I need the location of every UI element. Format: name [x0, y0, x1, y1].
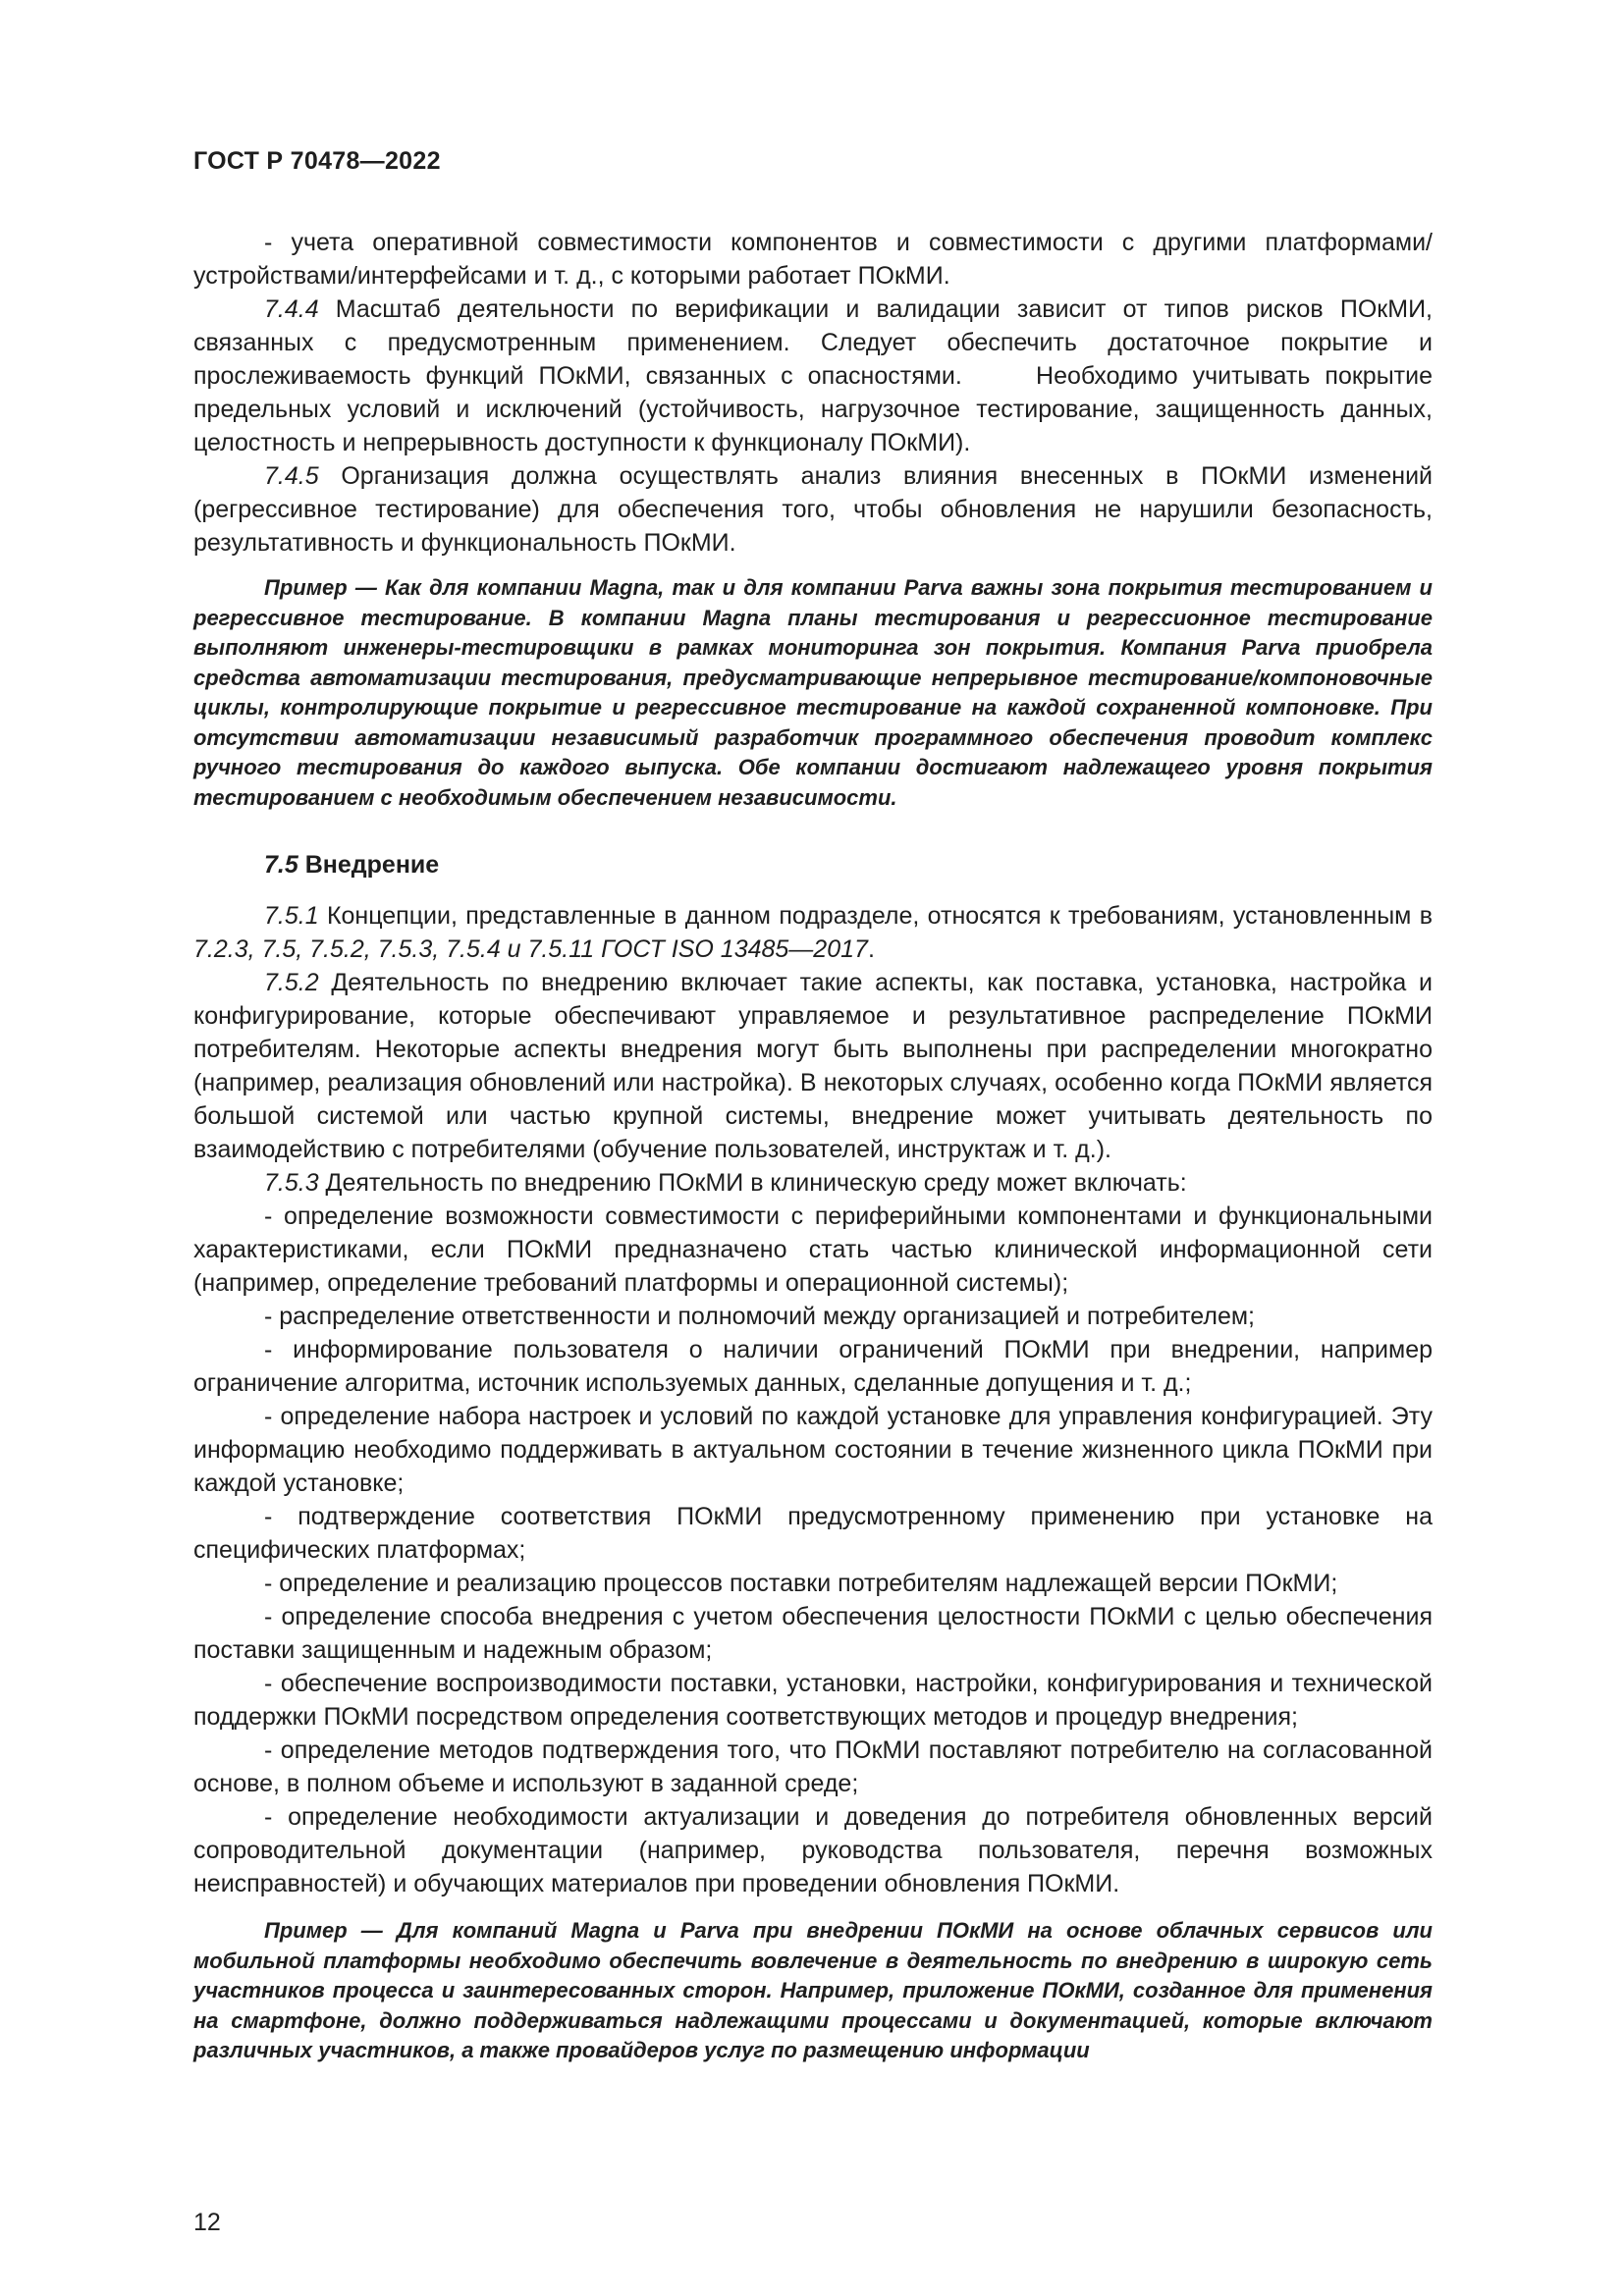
- section-heading-7-5: [193, 848, 1433, 881]
- list-item: - распределение ответственности и полномочий между организацией и потребителем;: [264, 1303, 1255, 1330]
- list-item: - обеспечение воспроизводимости поставки, установки, настройки, конфигурирования и технической поддержки ПОкМИ посредством определения соответствующих методов и процедур внедрения;: [193, 1670, 1433, 1731]
- clause-number: 7.4.5: [264, 462, 319, 490]
- list-item: - информирование пользователя о наличии ограничений ПОкМИ при внедрении, например ограничение алгоритма, источник используемых данных, сделанные допущения и т. д.;: [193, 1336, 1433, 1397]
- page-number: 12: [193, 2209, 221, 2236]
- document-header: ГОСТ Р 70478—2022: [193, 147, 441, 175]
- list-item: - определение способа внедрения с учетом обеспечения целостности ПОкМИ с целью обеспечения поставки защищенным и надежным образом;: [193, 1603, 1433, 1664]
- list-item: - подтверждение соответствия ПОкМИ предусмотренному применению при установке на специфических платформах;: [193, 1503, 1433, 1564]
- example-note-1: Пример — Как для компании Magna, так и для компании Parva важны зона покрытия тестированием и регрессивное тестирование. В компании Magna планы тестирования и регрессионное тестирование выполняют инженеры-тестировщики в рамках мониторинга зон покрытия. Компания Parva приобрела средства автоматизации тестирования, предусматривающие непрерывное тестирование/компоновочные циклы, контролирующие покрытие и регрессивное тестирование на каждой сохраненной компоновке. При отсутствии автоматизации независимый разработчик программного обеспечения проводит комплекс ручного тестирования до каждого выпуска. Обе компании достигают надлежащего уровня покрытия тестированием с необходимым обеспечением независимости.: [193, 575, 1433, 810]
- intro-list-item: - учета оперативной совместимости компонентов и совместимости с другими платформами/устройствами/интерфейсами и т. д., с которыми работает ПОкМИ.: [193, 229, 1433, 290]
- clause-text: Организация должна осуществлять анализ влияния внесенных в ПОкМИ изменений (регрессивное тестирование) для обеспечения того, чтобы обновления не нарушили безопасность, результативность и функциональность ПОкМИ.: [193, 462, 1433, 557]
- clause-number: 7.5.2: [264, 969, 319, 996]
- list-item: - определение возможности совместимости с периферийными компонентами и функциональными характеристиками, если ПОкМИ предназначено стать частью клинической информационной сети (например, определение требований платформы и операционной системы);: [193, 1202, 1433, 1297]
- clause-7-4-5: [193, 459, 1433, 560]
- clause-text: Деятельность по внедрению ПОкМИ в клиническую среду может включать:: [318, 1169, 1187, 1197]
- clause-text: Деятельность по внедрению включает такие аспекты, как поставка, установка, настройка и конфигурирование, которые обеспечивают управляемое и результативное распределение ПОкМИ потребителям. Некоторые аспекты внедрения могут быть выполнены при распределении многократно (например, реализация обновлений или настройка). В некоторых случаях, особенно когда ПОкМИ является большой системой или частью крупной системы, внедрение может учитывать деятельность по взаимодействию с потребителями (обучение пользователей, инструктаж и т. д.).: [193, 969, 1433, 1163]
- clause-text: Концепции, представленные в данном подразделе, относятся к требованиям, установленным в: [318, 902, 1433, 930]
- clause-number: 7.5.1: [264, 902, 319, 930]
- example-note-2: Пример — Для компаний Magna и Parva при внедрении ПОкМИ на основе облачных сервисов или мобильной платформы необходимо обеспечить вовлечение в деятельность по внедрению в широкую сеть участников процесса и заинтересованных сторон. Например, приложение ПОкМИ, созданное для применения на смартфоне, должно поддерживаться надлежащими процессами и документацией, которые включают различных участников, а также провайдеров услуг по размещению информации: [193, 1918, 1433, 2062]
- page-body: [193, 226, 1439, 2066]
- clause-number: 7.5.3: [264, 1169, 319, 1197]
- clause-number: 7.4.4: [264, 295, 319, 323]
- clause-7-5-3: [193, 1166, 1433, 1200]
- list-item: - определение и реализацию процессов поставки потребителям надлежащей версии ПОкМИ;: [264, 1570, 1338, 1597]
- list-item: - определение методов подтверждения того, что ПОкМИ поставляют потребителю на согласованной основе, в полном объеме и используют в заданной среде;: [193, 1736, 1433, 1797]
- section-title: Внедрение: [298, 851, 440, 879]
- clause-7-5-1: [193, 899, 1433, 966]
- standard-reference: 7.2.3, 7.5, 7.5.2, 7.5.3, 7.5.4 и 7.5.11 ГОСТ ISO 13485—2017: [193, 935, 868, 963]
- clause-7-4-4: [193, 293, 1439, 459]
- list-item: - определение необходимости актуализации и доведения до потребителя обновленных версий сопроводительной документации (например, руководства пользователя, перечня возможных неисправностей) и обучающих материалов при проведении обновления ПОкМИ.: [193, 1803, 1433, 1897]
- clause-7-5-2: [193, 966, 1433, 1166]
- clause-text: Масштаб деятельности по верификации и валидации зависит от типов рисков ПОкМИ, связанных с предусмотренным применением. Следует обеспечить достаточное покрытие и прослеживаемость функций ПОкМИ, связанных с опасностями. Необходимо учитывать покрытие предельных условий и исключений (устойчивость, нагрузочное тестирование, защищенность данных, целостность и непрерывность доступности к функционалу ПОкМИ).: [193, 295, 1439, 456]
- list-item: - определение набора настроек и условий по каждой установке для управления конфигурацией. Эту информацию необходимо поддерживать в актуальном состоянии в течение жизненного цикла ПОкМИ при каждой установке;: [193, 1403, 1433, 1497]
- section-number: 7.5: [264, 851, 298, 879]
- clause-end: .: [867, 935, 875, 963]
